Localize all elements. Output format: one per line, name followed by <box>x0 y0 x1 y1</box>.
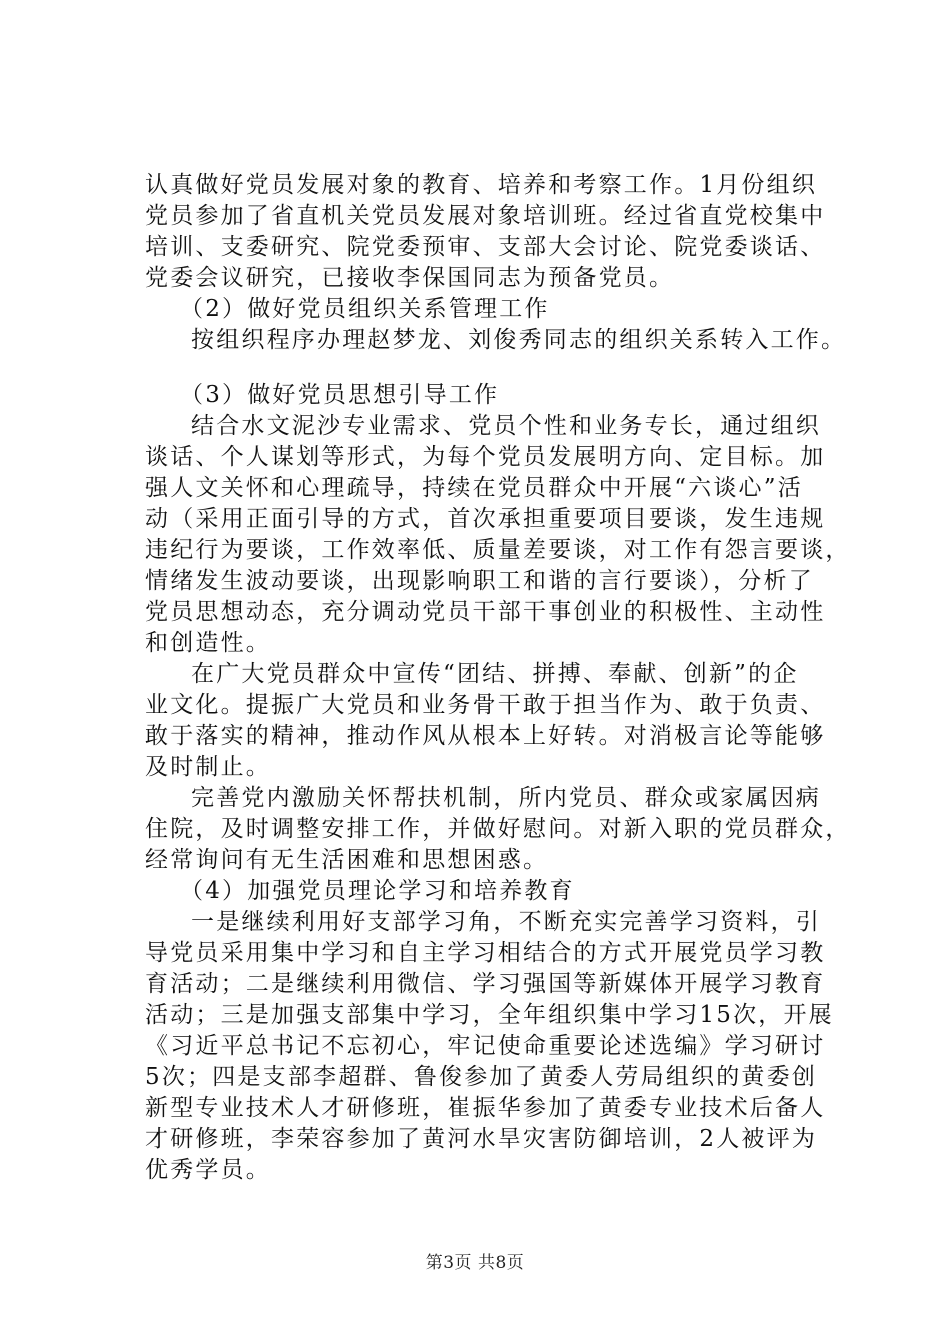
paragraph-line: 在广大党员群众中宣传“团结、拼搏、奉献、创新”的企 <box>191 661 799 687</box>
paragraph-line: 强人文关怀和心理疏导，持续在党员群众中开展“六谈心”活 <box>145 475 803 501</box>
paragraph-line: 一是继续利用好支部学习角，不断充实完善学习资料，引 <box>191 909 821 935</box>
paragraph-line: 才研修班，李荣容参加了黄河水旱灾害防御培训，2人被评为 <box>145 1126 818 1152</box>
paragraph-line: 育活动；二是继续利用微信、学习强国等新媒体开展学习教育 <box>145 971 826 997</box>
document-body <box>145 170 851 1186</box>
paragraph-line: 谈话、个人谋划等形式，为每个党员发展明方向、定目标。加 <box>145 444 826 470</box>
paragraph-line: 动（采用正面引导的方式，首次承担重要项目要谈，发生违规 <box>145 506 826 532</box>
paragraph-line: 党员参加了省直机关党员发展对象培训班。经过省直党校集中 <box>145 203 826 229</box>
paragraph-line: 违纪行为要谈，工作效率低、质量差要谈，对工作有怨言要谈， <box>145 537 851 563</box>
paragraph-line: 经常询问有无生活困难和思想困惑。 <box>145 847 549 873</box>
paragraph-gap <box>145 356 845 380</box>
paragraph-line: 完善党内激励关怀帮扶机制，所内党员、群众或家属因病 <box>191 785 821 811</box>
paragraph-line: 新型专业技术人才研修班，崔振华参加了黄委专业技术后备人 <box>145 1095 826 1121</box>
paragraph-line: 及时制止。 <box>145 754 271 780</box>
paragraph-line: 敢于落实的精神，推动作风从根本上好转。对消极言论等能够 <box>145 723 826 749</box>
paragraph-line: 5次；四是支部李超群、鲁俊参加了黄委人劳局组织的黄委创 <box>145 1064 818 1090</box>
paragraph-line: 《习近平总书记不忘初心，牢记使命重要论述选编》学习研讨 <box>145 1033 826 1059</box>
section-heading: （3）做好党员思想引导工作 <box>180 382 500 408</box>
paragraph-line: 情绪发生波动要谈，出现影响职工和谐的言行要谈），分析了 <box>145 568 814 594</box>
paragraph-line: 活动；三是加强支部集中学习，全年组织集中学习15次，开展 <box>145 1002 834 1028</box>
paragraph-line: 认真做好党员发展对象的教育、培养和考察工作。1月份组织 <box>145 172 818 198</box>
page-number-footer: 第3页 共8页 <box>425 1253 525 1273</box>
section-heading: （2）做好党员组织关系管理工作 <box>180 296 550 322</box>
paragraph-line: 党员思想动态，充分调动党员干部干事创业的积极性、主动性 <box>145 599 826 625</box>
paragraph-line: 培训、支委研究、院党委预审、支部大会讨论、院党委谈话、 <box>145 234 826 260</box>
paragraph-line: 和创造性。 <box>145 630 271 656</box>
paragraph-line: 优秀学员。 <box>145 1157 271 1183</box>
section-heading: （4）加强党员理论学习和培养教育 <box>180 878 575 904</box>
paragraph-line: 业文化。提振广大党员和业务骨干敢于担当作为、敢于负责、 <box>145 692 826 718</box>
paragraph-line: 导党员采用集中学习和自主学习相结合的方式开展党员学习教 <box>145 940 826 966</box>
paragraph-line: 按组织程序办理赵梦龙、刘俊秀同志的组织关系转入工作。 <box>191 327 847 353</box>
paragraph-line: 住院，及时调整安排工作，并做好慰问。对新入职的党员群众， <box>145 816 851 842</box>
paragraph-line: 党委会议研究，已接收李保国同志为预备党员。 <box>145 265 675 291</box>
paragraph-line: 结合水文泥沙专业需求、党员个性和业务专长，通过组织 <box>191 413 821 439</box>
